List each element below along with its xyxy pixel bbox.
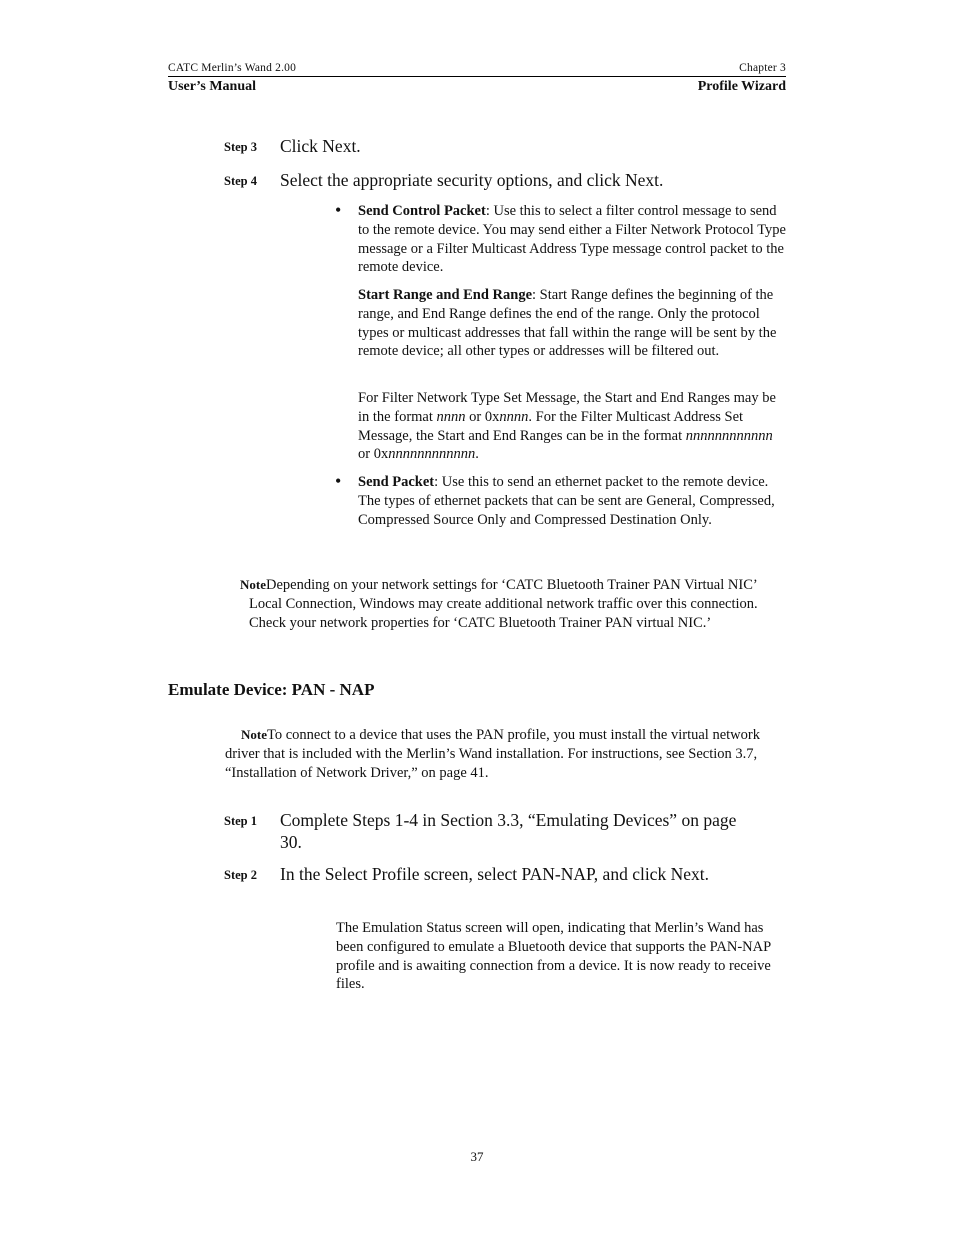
step-2-label: Step 2 [224,868,257,882]
note-label: Note [241,727,267,742]
note-virtual-driver [225,726,783,782]
start-end-range-paragraph [358,286,786,361]
running-header-right: Chapter 3 [739,62,786,74]
step-3-label: Step 3 [224,140,257,154]
section-heading: Emulate Device: PAN - NAP [168,680,375,699]
note-text: To connect to a device that uses the PAN profile, you must install the virtual network driver that is included with the Merlin’s Wand installation. For instructions, see Section 3.7, “Installation of Network Driver,” on page 41. [225,727,760,781]
page-number: 37 [470,1149,484,1164]
range-description: : Start Range defines the beginning of the range, and End Range defines the end of the range. Only the protocol types or multicast addresses that fall within the range will be sent by the remote device; all other types or addresses will be filtered out. [358,287,777,360]
format-text: . For the Filter Multicast Address Set Message, the Start and End Ranges can be in the format [358,408,744,444]
bullet-description: : Use this to select a filter control message to send to the remote device. You may send either a Filter Network Protocol Type message or a Filter Multicast Address Type message control packet to the remote device. [358,203,786,276]
chapter-title: Profile Wizard [697,79,786,94]
bullet-description: : Use this to send an ethernet packet to the remote device. The types of ethernet packets that can be sent are General, Compressed, Compressed Source Only and Compressed Destination Only. [358,474,775,528]
format-placeholder: nnnnnnnnnnnn [388,446,476,463]
bullet-send-control-packet [358,202,786,277]
bullet-term: Send Packet [358,474,435,490]
bullet-dot-2: • [335,471,342,491]
bullet-term: Send Control Packet [358,203,486,219]
format-placeholder: nnnnnnnnnnnn [685,427,773,444]
emulation-status-paragraph: The Emulation Status screen will open, indicating that Merlin’s Wand has been configured to emulate a Bluetooth device that supports the PAN-NAP profile and is awaiting connection from a device. It is now ready to receive files. [336,920,771,993]
format-text: For Filter Network Type Set Message, the Start and End Ranges may be in the format [358,390,776,425]
format-text: or 0x [465,408,500,425]
header-rule [168,76,786,77]
step-4-label: Step 4 [224,174,257,188]
step-1-label: Step 1 [224,814,257,828]
format-text: or 0x [358,446,389,463]
bullet-send-packet [358,473,786,529]
step-3-text: Click Next. [280,136,361,156]
range-term: Start Range and End Range [358,287,533,303]
note-text: Depending on your network settings for ‘CATC Bluetooth Trainer PAN Virtual NIC’ Local Connection, Windows may create additional network traffic over this connection. Check your network properties for ‘CATC Bluetooth Trainer PAN virtual NIC.’ [249,577,758,631]
note-label: Note [240,577,266,592]
manual-title: User’s Manual [168,79,257,94]
step-4-text: Select the appropriate security options, and click Next. [280,170,664,190]
range-format-paragraph [358,389,786,464]
step-2-text: In the Select Profile screen, select PAN-NAP, and click Next. [280,864,709,884]
step-1-text: Complete Steps 1-4 in Section 3.3, “Emulating Devices” on page 30. [280,810,737,852]
format-placeholder: nnnn [436,408,466,425]
format-placeholder: nnnn [499,408,529,425]
running-header-left: CATC Merlin’s Wand 2.00 [168,62,297,74]
format-text: . [475,446,479,463]
bullet-dot-1: • [335,200,342,220]
note-network-traffic [240,576,786,632]
